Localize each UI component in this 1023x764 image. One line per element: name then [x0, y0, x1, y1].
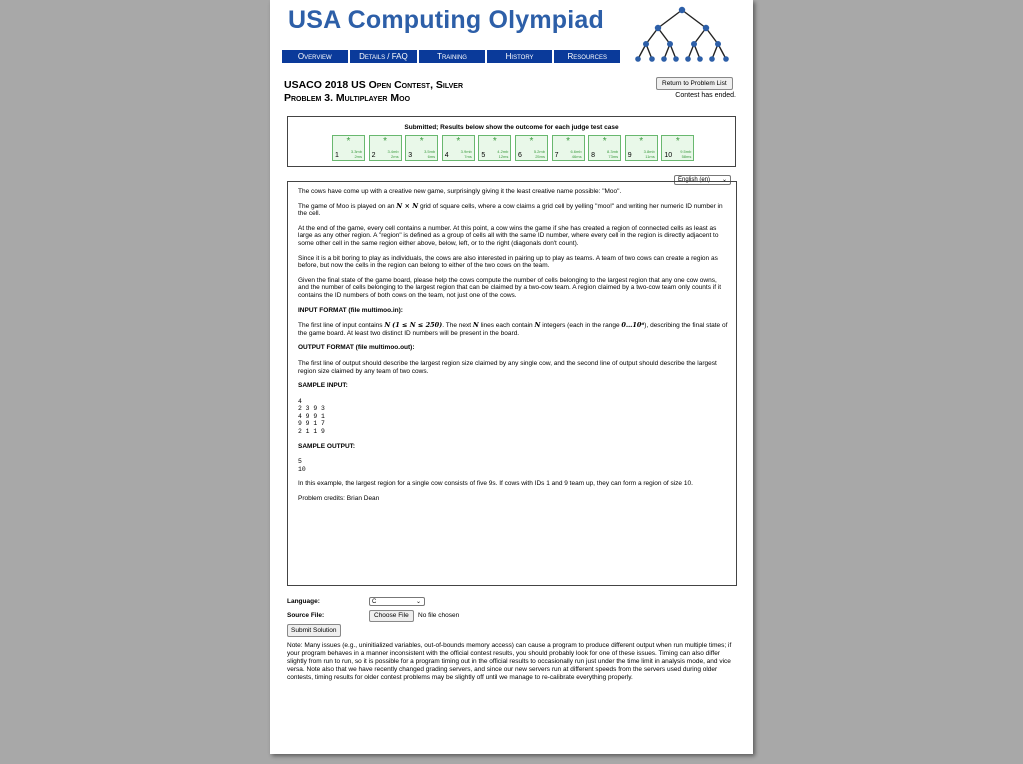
test-case-number: 3: [408, 152, 413, 159]
test-case-number: 2: [371, 152, 376, 159]
nav-overview[interactable]: Overview: [282, 50, 348, 63]
nav-resources[interactable]: Resources: [554, 50, 620, 63]
test-case[interactable]: [442, 135, 475, 161]
test-case-time: 2ms: [391, 154, 399, 159]
star-icon: *: [383, 136, 388, 147]
output-format-text: The first line of output should describe the largest region size claimed by any single cow, and the second line of output should describe the largest region size claimed by any team of two cows.: [298, 359, 717, 375]
test-case-number: 5: [481, 152, 486, 159]
results-title: Submitted; Results below show the outcome for each judge test case: [404, 124, 619, 131]
test-case-time: 7ms: [464, 154, 472, 159]
star-icon: *: [566, 136, 571, 147]
test-case[interactable]: [661, 135, 694, 161]
submission-language-value: C: [372, 599, 377, 605]
test-case-time: 2ms: [354, 154, 362, 159]
test-case-number: 4: [444, 152, 449, 159]
sample-input: 4 2 3 9 3 4 9 9 1 9 9 1 7 2 1 1 9: [298, 397, 325, 436]
language-select-value: English (en): [678, 177, 711, 183]
problem-paragraph: The cows have come up with a creative new game, surprisingly giving it the least creative name possible: "Moo".: [298, 188, 622, 195]
problem-credits: Problem credits: Brian Dean: [298, 495, 380, 503]
site-logo[interactable]: USA Computing Olympiad: [288, 6, 604, 34]
test-case[interactable]: [588, 135, 621, 161]
file-status: No file chosen: [418, 612, 460, 619]
language-label: Language:: [287, 598, 320, 605]
star-icon: *: [419, 136, 424, 147]
nav-details-faq[interactable]: Details / FAQ: [350, 50, 418, 63]
test-case-time: 58ms: [681, 154, 692, 159]
input-format-heading: INPUT FORMAT (file multimoo.in):: [298, 306, 403, 314]
chevron-down-icon: ⌄: [415, 599, 421, 605]
problem-title: Problem 3. Multiplayer Moo: [284, 92, 411, 104]
sample-output: 5 10: [298, 458, 306, 473]
test-case-number: 8: [591, 152, 596, 159]
test-case-memory: 3.3mb: [350, 149, 362, 154]
contest-status: Contest has ended.: [675, 92, 736, 99]
test-case-number: 10: [664, 152, 673, 159]
test-case[interactable]: [552, 135, 585, 161]
chevron-down-icon: ⌄: [721, 177, 727, 183]
test-case-memory: 3.5mb: [424, 149, 436, 154]
return-to-problem-list-button[interactable]: Return to Problem List: [656, 77, 733, 90]
test-case-memory: 3.4mb: [387, 149, 399, 154]
main-nav: [282, 50, 620, 63]
contest-title: USACO 2018 US Open Contest, Silver: [284, 79, 463, 91]
test-case-time: 25ms: [535, 154, 545, 159]
test-case[interactable]: [332, 135, 365, 161]
test-case[interactable]: [369, 135, 402, 161]
sample-output-heading: SAMPLE OUTPUT:: [298, 442, 356, 450]
test-case-list: [332, 135, 698, 161]
test-case-number: 9: [627, 152, 632, 159]
test-case[interactable]: [625, 135, 658, 161]
star-icon: *: [602, 136, 607, 147]
test-case[interactable]: [405, 135, 438, 161]
star-icon: *: [529, 136, 534, 147]
test-case[interactable]: [515, 135, 548, 161]
test-case-time: 11ms: [645, 154, 655, 159]
test-case-time: 6ms: [427, 154, 436, 159]
sample-explanation: In this example, the largest region for a single cow consists of five 9s. If cows with IDs 1 and 9 team up, they can form a region of size 10.: [298, 480, 693, 488]
tree-logo-icon: [632, 4, 742, 66]
submission-language-select[interactable]: [369, 597, 425, 606]
test-case-memory: 3.8mb: [643, 149, 655, 154]
test-case-number: 7: [554, 152, 559, 159]
test-case-time: 12ms: [498, 154, 509, 159]
problem-statement: [287, 181, 737, 586]
page: [270, 0, 753, 754]
test-case-memory: 4.2mb: [497, 149, 509, 154]
results-panel: [287, 116, 736, 167]
test-case[interactable]: [478, 135, 511, 161]
input-format-text: The first line of input contains N (1 ≤ N ≤ 250). The next N lines each contain N integers (each in the range 0…10⁶), describing the final state of the game board. At least two distinct ID numbers will be present in the board.: [298, 321, 728, 337]
test-case-memory: 9.5mb: [680, 149, 692, 154]
test-case-time: 73ms: [608, 154, 619, 159]
nav-history[interactable]: History: [487, 50, 553, 63]
choose-file-button[interactable]: Choose File: [369, 610, 414, 622]
star-icon: *: [675, 136, 680, 147]
test-case-memory: 6.6mb: [570, 149, 582, 154]
star-icon: *: [346, 136, 351, 147]
sample-input-heading: SAMPLE INPUT:: [298, 382, 348, 390]
star-icon: *: [639, 136, 644, 147]
output-format-heading: OUTPUT FORMAT (file multimoo.out):: [298, 344, 415, 352]
test-case-number: 1: [335, 152, 339, 159]
test-case-memory: 3.9mb: [460, 149, 472, 154]
test-case-memory: 5.2mb: [533, 149, 545, 154]
problem-paragraph: Given the final state of the game board, please help the cows compute the number of cells belonging to the largest region that any one cow owns, and the number of cells belonging to the largest region that can be claimed by a two-cow team. A region claimed by a two-cow team only counts if it contains the ID numbers of both cows on the team, not just one of the cows.: [298, 276, 722, 299]
test-case-number: 6: [517, 152, 522, 159]
test-case-time: 46ms: [571, 154, 582, 159]
test-case-memory: 8.3mb: [607, 149, 619, 154]
problem-paragraph: The game of Moo is played on an N × N grid of square cells, where a cow claims a grid cell by yelling "moo!" and writing her numeric ID number in the cell.: [298, 201, 723, 218]
problem-paragraph: Since it is a bit boring to play as individuals, the cows are also interested in pairing up to play as teams. A team of two cows can create a region as before, but now the cells in the region can belong to either of the two cows on the team.: [298, 254, 718, 270]
star-icon: *: [456, 136, 461, 147]
problem-paragraph: At the end of the game, every cell contains a number. At this point, a cow wins the game if she has created a region of connected cells as least as large as any other region. A "region" is defined as a group of cells all with the same ID number, where every cell in the region is directly adjacent to some other cell in the same region either above, below, left, or to the right (diagonals don't count).: [298, 224, 719, 247]
nav-training[interactable]: Training: [419, 50, 485, 63]
source-file-label: Source File:: [287, 612, 325, 619]
grading-note: Note: Many issues (e.g., uninitialized variables, out-of-bounds memory access) can cause a program to produce different output when run multiple times; if your program behaves in a manner inconsistent with the official contest results, you should probably look for one of these issues. Timing can also differ slightly from run to run, so it is possible for a program timing out in the official results to occasionally run just under the time limit in analysis mode, and vice versa. Note also that we have recently changed grading servers, and since our new servers run at different speeds from the servers used during older contests, timing results for older contest problems may be slightly off until we manage to re-calibrate everything properly.: [287, 642, 732, 682]
submit-solution-button[interactable]: Submit Solution: [287, 624, 341, 637]
star-icon: *: [492, 136, 497, 147]
